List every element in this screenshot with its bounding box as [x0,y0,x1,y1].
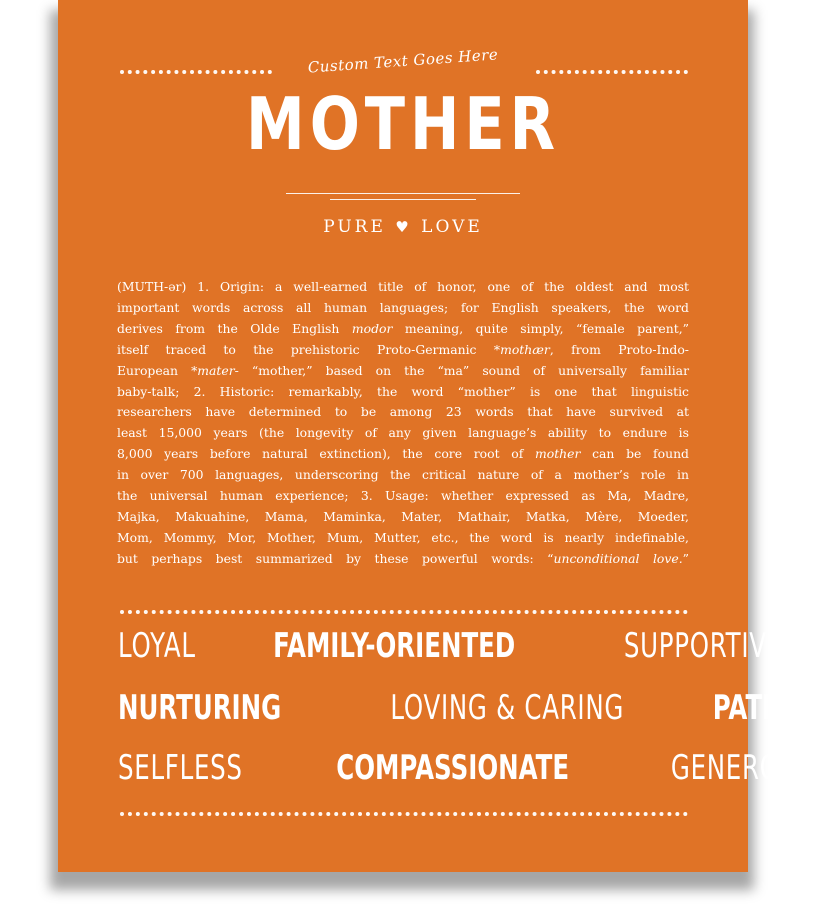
trait-word: NURTURING [118,688,282,728]
definition-segment: “mother,” based on the “ma” sound of universally familiar [238,362,689,378]
definition-segment: but perhaps best summarized by these powerful words: “ [117,550,554,566]
definition-line [117,298,689,319]
definition-line [117,361,689,382]
definition-segment: least 15,000 years (the longevity of any given language’s ability to endure is [117,425,689,441]
definition-line [117,402,689,423]
definition-italic-term: mother [534,446,581,462]
trait-row-3 [118,746,815,790]
definition-segment: Mom, Mommy, Mor, Mother, Mum, Mutter, etc., the word is nearly indefinable, [117,529,689,545]
trait-word: SELFLESS [118,748,243,788]
title-rule-bottom [330,199,476,200]
heart-icon: ♥ [395,218,412,236]
definition-line [117,444,689,465]
definition-segment: (MUTH-ər) 1. Origin: a well-earned title of honor, one of the oldest and most [117,279,689,294]
subtitle-word-right: LOVE [421,217,483,237]
definition-segment: in over 700 languages, underscoring the critical nature of a mother’s role in [117,467,689,483]
definition-italic-term: modor [351,320,393,336]
trait-word: SUPPORTIVE [624,626,784,666]
poster [58,0,825,872]
subtitle [58,217,748,237]
definition-segment: important words across all human languages; for English speakers, the word [117,299,689,315]
definition-line [117,423,689,444]
custom-tagline: Custom Text Goes Here [307,45,499,77]
definition-line [117,277,689,298]
definition-text [117,277,689,570]
definition-segment: itself traced to the prehistoric Proto-Germanic [117,341,494,357]
definition-segment: researchers have determined to be among 23 words that have survived at [117,404,689,420]
trait-row-1 [118,624,784,668]
poster-title: MOTHER [246,82,560,166]
definition-line [117,528,689,549]
trait-word: COMPASSIONATE [336,748,570,788]
definition-segment: can be found [580,446,689,462]
definition-segment: Majka, Makuahine, Mama, Maminka, Mater, Mathair, Matka, Mère, Moeder, [117,508,689,524]
trait-word: LOYAL [118,626,196,666]
definition-line [117,465,689,486]
definition-line [117,382,689,403]
definition-line [117,549,689,570]
definition-line [117,507,689,528]
middle-dotted-divider [120,610,688,614]
definition-italic-term: *mater- [191,362,239,378]
definition-segment: ” [682,550,689,566]
definition-line [117,486,689,507]
definition-italic-term: unconditional love. [553,550,683,566]
definition-segment: the universal human experience; 3. Usage: whether expressed as Ma, Madre, [117,488,689,504]
trait-word: GENEROUS [670,748,815,788]
definition-italic-term: *mothær [493,341,550,357]
top-right-dotted-divider [536,70,688,74]
trait-word: LOVING & CARING [390,688,624,728]
definition-segment: 8,000 years before natural extinction), the core root of [117,446,535,462]
definition-line [117,340,689,361]
trait-word: FAMILY-ORIENTED [273,626,516,666]
definition-segment: meaning, quite simply, “female parent,” [392,320,689,336]
definition-line [117,319,689,340]
bottom-dotted-divider [120,812,688,816]
subtitle-word-left: PURE [323,217,386,237]
trait-word: PATIENT [712,688,825,728]
definition-segment: , from Proto-Indo- [549,341,689,357]
definition-segment: European [117,362,192,378]
trait-row-2 [118,686,825,730]
title-rule-top [286,193,520,194]
top-left-dotted-divider [120,70,272,74]
definition-segment: baby-talk; 2. Historic: remarkably, the word “mother” is one that linguistic [117,383,689,399]
definition-segment: derives from the Olde English [117,320,352,336]
